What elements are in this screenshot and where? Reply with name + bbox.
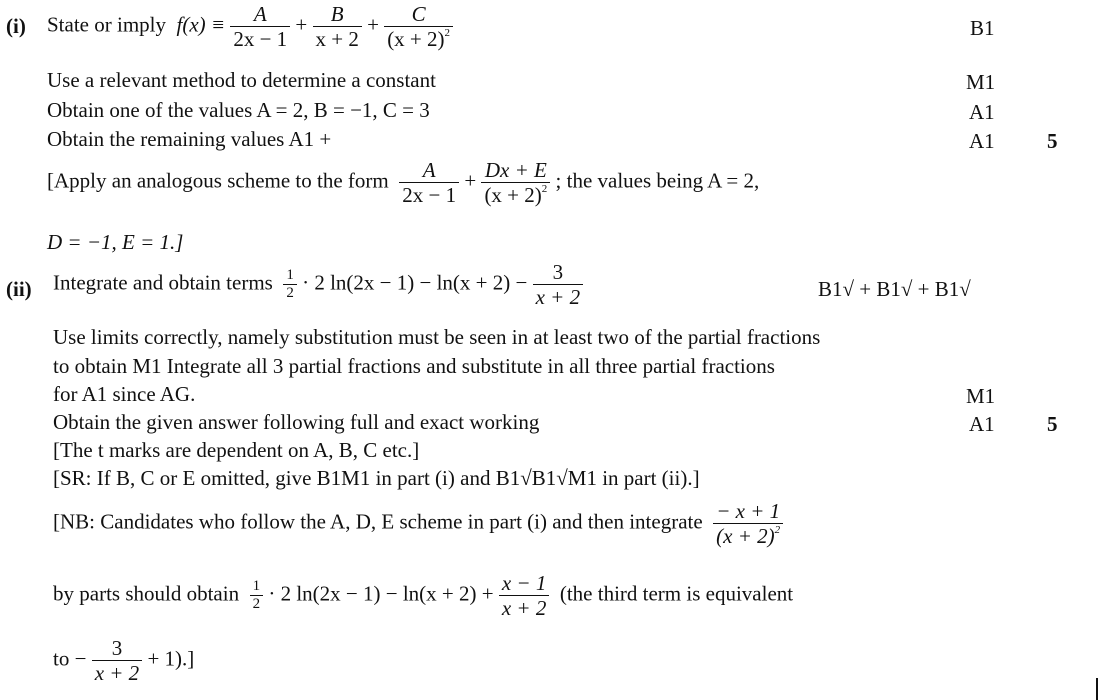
part-ii-para5: [The t marks are dependent on A, B, C etc.] [53,438,420,462]
part-i-total: 5 [1047,129,1058,153]
function-def: f(x) ≡ [176,12,226,37]
part-ii-para6: [SR: If B, C or E omitted, give B1M1 in part (i) and B1√B1√M1 in part (ii).] [53,466,700,490]
part-ii-para4: Obtain the given answer following full and exact working [53,410,540,434]
part-ii-para3: for A1 since AG. [53,382,196,406]
part-i-line2: Use a relevant method to determine a constant [47,68,436,92]
part-i-line1: State or imply f(x) ≡ $\frac{A}{2x - 1}$ + $\frac{B}{x + 2}$ + $\frac{C}{(x + 2)^2}$ [47,2,453,51]
half-fraction: $\frac{1}{2}$ [283,267,297,303]
by-parts-fraction: $\frac{x - 1}{x + 2}$ [499,571,550,620]
part-i-alternative: [Apply an analogous scheme to the form $\frac{A}{2x - 1}$ + $\frac{Dx + E}{(x + 2)^2}$ ; the values being A = 2, [47,158,760,208]
mark-a1: A1 [969,129,995,153]
part-i-alt-values: D = −1, E = 1.] [47,230,184,254]
part-i-line3: Obtain one of the values A = 2, B = −1, C = 3 [47,98,430,122]
mark-b1: B1 [970,16,995,40]
equivalent-line: to − $\frac{3}{x + 2}$ + 1).] [53,636,195,686]
part-ii-total: 5 [1047,412,1058,436]
part-ii-line1: Integrate and obtain terms $\frac{1}{2}$ · 2 ln(2x − 1) − ln(x + 2) − $\frac{3}{x + 2}$ [53,260,583,309]
part-ii-para1: Use limits correctly, namely substitution must be seen in at least two of the partial fractions [53,325,821,349]
mark-a1: A1 [969,100,995,124]
part-ii-para2: to obtain M1 Integrate all 3 partial fractions and substitute in all three partial fractions [53,354,775,378]
part-i-line4: Obtain the remaining values A1 + [47,127,332,151]
by-parts-line: by parts should obtain $\frac{1}{2}$ · 2 ln(2x − 1) − ln(x + 2) + $\frac{x - 1}{x + 2}$ (the third term is equivalent [53,571,794,621]
text: State or imply [47,12,166,37]
equivalent-fraction: $\frac{3}{x + 2}$ [92,636,143,685]
three-over-fraction: $\frac{3}{x + 2}$ [533,260,584,309]
mark-m1: M1 [966,70,996,94]
fraction-a: $\frac{A}{2x - 1}$ [230,2,290,51]
page-edge-divider [1096,678,1098,700]
nb-fraction: $\frac{- x + 1}{(x + 2)^2}$ [713,499,783,548]
mark-m1: M1 [966,384,996,408]
fraction-c: $\frac{C}{(x + 2)^2}$ [384,2,453,51]
part-ii-label: (ii) [6,277,32,301]
part-i-label: (i) [6,14,26,38]
alt-fraction-a: $\frac{A}{2x - 1}$ [399,158,459,207]
marks-b1-follow-through: B1√ + B1√ + B1√ [818,277,971,301]
fraction-b: $\frac{B}{x + 2}$ [313,2,362,51]
nb-line: [NB: Candidates who follow the A, D, E scheme in part (i) and then integrate $\frac{- x + 1}{(x + 2)^2}$ [53,499,783,548]
mark-a1: A1 [969,412,995,436]
alt-fraction-de: $\frac{Dx + E}{(x + 2)^2}$ [481,158,550,207]
